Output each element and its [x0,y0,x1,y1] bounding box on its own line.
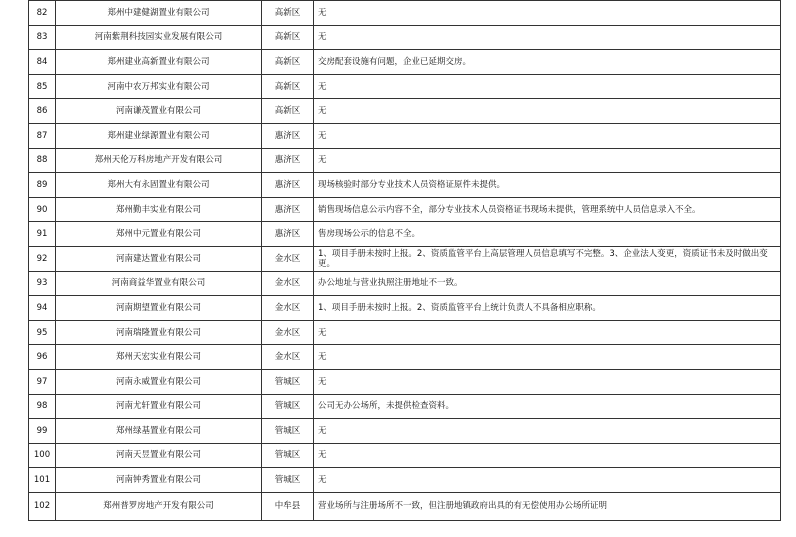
company-name-cell: 郑州天伦万科房地产开发有限公司 [56,148,262,173]
company-name-cell: 河南紫荆科技园实业发展有限公司 [56,25,262,50]
issue-description-cell: 无 [314,99,781,124]
issue-description-cell: 无 [314,419,781,444]
table-row [29,345,781,370]
issue-description-cell: 交房配套设施有问题，企业已延期交房。 [314,50,781,75]
inspection-table [28,0,781,521]
row-number-cell: 93 [29,271,56,296]
issue-description-cell: 营业场所与注册场所不一致，但注册地镇政府出具的有无偿使用办公场所证明 [314,492,781,520]
table-row [29,74,781,99]
row-number-cell: 97 [29,369,56,394]
district-cell: 金水区 [262,296,314,321]
row-number-cell: 89 [29,173,56,198]
table-row [29,271,781,296]
district-cell: 中牟县 [262,492,314,520]
issue-description-cell: 无 [314,148,781,173]
district-cell: 高新区 [262,99,314,124]
company-name-cell: 郑州建业高新置业有限公司 [56,50,262,75]
table-row [29,99,781,124]
row-number-cell: 101 [29,468,56,493]
table-row [29,468,781,493]
district-cell: 金水区 [262,271,314,296]
district-cell: 管城区 [262,468,314,493]
row-number-cell: 91 [29,222,56,247]
table-body [29,1,781,521]
row-number-cell: 92 [29,246,56,271]
issue-description-cell: 1、项目手册未按时上报。2、资质监管平台上统计负责人不具备相应职称。 [314,296,781,321]
district-cell: 管城区 [262,394,314,419]
district-cell: 金水区 [262,246,314,271]
issue-description-cell: 无 [314,345,781,370]
issue-description-cell: 无 [314,1,781,26]
table-row [29,123,781,148]
row-number-cell: 85 [29,74,56,99]
company-name-cell: 河南钟秀置业有限公司 [56,468,262,493]
company-name-cell: 河南尤轩置业有限公司 [56,394,262,419]
district-cell: 惠济区 [262,173,314,198]
company-name-cell: 郑州普罗房地产开发有限公司 [56,492,262,520]
row-number-cell: 87 [29,123,56,148]
row-number-cell: 84 [29,50,56,75]
row-number-cell: 90 [29,197,56,222]
district-cell: 管城区 [262,419,314,444]
company-name-cell: 河南天昱置业有限公司 [56,443,262,468]
company-name-cell: 河南中农万邦实业有限公司 [56,74,262,99]
issue-description-cell: 无 [314,123,781,148]
company-name-cell: 郑州大有永固置业有限公司 [56,173,262,198]
district-cell: 高新区 [262,50,314,75]
company-name-cell: 河南谦茂置业有限公司 [56,99,262,124]
district-cell: 惠济区 [262,222,314,247]
issue-description-cell: 无 [314,468,781,493]
issue-description-cell: 无 [314,369,781,394]
issue-description-cell: 无 [314,74,781,99]
table-row [29,320,781,345]
table-row [29,296,781,321]
issue-description-cell: 1、项目手册未按时上报。2、资质监管平台上高层管理人员信息填写不完整。3、企业法人变更，资质证书未及时做出变更。 [314,246,781,271]
company-name-cell: 郑州绿基置业有限公司 [56,419,262,444]
company-name-cell: 郑州勤丰实业有限公司 [56,197,262,222]
issue-description-cell: 办公地址与营业执照注册地址不一致。 [314,271,781,296]
row-number-cell: 83 [29,25,56,50]
company-name-cell: 郑州中元置业有限公司 [56,222,262,247]
table-row [29,246,781,271]
row-number-cell: 88 [29,148,56,173]
row-number-cell: 99 [29,419,56,444]
table-row [29,173,781,198]
row-number-cell: 86 [29,99,56,124]
company-name-cell: 郑州天宏实业有限公司 [56,345,262,370]
issue-description-cell: 无 [314,443,781,468]
row-number-cell: 95 [29,320,56,345]
district-cell: 高新区 [262,74,314,99]
district-cell: 高新区 [262,25,314,50]
issue-description-cell: 无 [314,25,781,50]
company-name-cell: 河南瑞隆置业有限公司 [56,320,262,345]
table-row [29,197,781,222]
district-cell: 金水区 [262,320,314,345]
issue-description-cell: 无 [314,320,781,345]
company-name-cell: 河南期望置业有限公司 [56,296,262,321]
district-cell: 惠济区 [262,148,314,173]
table-row [29,222,781,247]
company-name-cell: 河南建达置业有限公司 [56,246,262,271]
issue-description-cell: 现场核验时部分专业技术人员资格证原件未提供。 [314,173,781,198]
table-row [29,25,781,50]
row-number-cell: 102 [29,492,56,520]
row-number-cell: 94 [29,296,56,321]
issue-description-cell: 公司无办公场所，未提供检查资料。 [314,394,781,419]
table-row [29,1,781,26]
district-cell: 管城区 [262,443,314,468]
row-number-cell: 98 [29,394,56,419]
district-cell: 管城区 [262,369,314,394]
inspection-table-sheet [28,0,781,521]
company-name-cell: 郑州中建健湖置业有限公司 [56,1,262,26]
table-row [29,369,781,394]
table-row [29,50,781,75]
district-cell: 高新区 [262,1,314,26]
table-row [29,419,781,444]
table-row [29,492,781,520]
company-name-cell: 郑州建业绿源置业有限公司 [56,123,262,148]
table-row [29,148,781,173]
row-number-cell: 82 [29,1,56,26]
table-row [29,443,781,468]
issue-description-cell: 售房现场公示的信息不全。 [314,222,781,247]
issue-description-cell: 销售现场信息公示内容不全，部分专业技术人员资格证书现场未提供，管理系统中人员信息录入不全。 [314,197,781,222]
row-number-cell: 96 [29,345,56,370]
company-name-cell: 河南商益华置业有限公司 [56,271,262,296]
district-cell: 金水区 [262,345,314,370]
district-cell: 惠济区 [262,123,314,148]
table-row [29,394,781,419]
company-name-cell: 河南永威置业有限公司 [56,369,262,394]
district-cell: 惠济区 [262,197,314,222]
row-number-cell: 100 [29,443,56,468]
